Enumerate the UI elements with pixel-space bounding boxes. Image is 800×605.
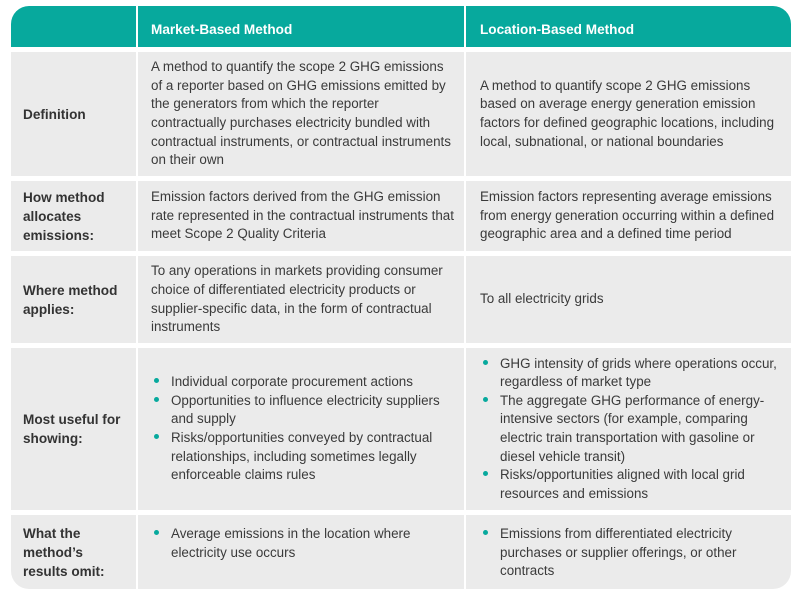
bullet-item: The aggregate GHG performance of energy-intensive sectors (for example, comparing electric train transportation with gasoline or diesel vehicle transit) (480, 392, 781, 466)
location-cell: To all electricity grids (466, 256, 791, 343)
table-header-row (11, 6, 791, 47)
bullet-item: Risks/opportunities conveyed by contractual relationships, including sometimes legally enforceable claims rules (151, 429, 454, 485)
location-cell: A method to quantify scope 2 GHG emissions based on average energy generation emission factors for defined geographic locations, including local, subnational, or national boundaries (466, 52, 791, 176)
market-cell: To any operations in markets providing consumer choice of differentiated electricity products or supplier-specific data, in the form of contractual instruments (138, 256, 464, 343)
location-bullet-list (480, 525, 781, 581)
row-label: Definition (11, 52, 136, 176)
bullet-item: Average emissions in the location where electricity use occurs (151, 525, 454, 562)
market-cell: A method to quantify the scope 2 GHG emissions of a reporter based on GHG emissions emitted by the generators from which the reporter contractually purchases electricity bundled with contractual instruments, or contractual instruments on their own (138, 52, 464, 176)
row-label: How method allocates emissions: (11, 181, 136, 251)
header-location-based-method: Location-Based Method (466, 6, 791, 47)
table-row-definition (11, 52, 791, 176)
bullet-item: Individual corporate procurement actions (151, 373, 454, 392)
location-cell (466, 348, 791, 510)
location-cell (466, 515, 791, 589)
row-label: Where method applies: (11, 256, 136, 343)
header-market-based-method: Market-Based Method (138, 6, 464, 47)
market-cell (138, 348, 464, 510)
header-corner-cell (11, 6, 136, 47)
bullet-item: Risks/opportunities aligned with local grid resources and emissions (480, 466, 781, 503)
table-row-allocation (11, 181, 791, 251)
bullet-item: Opportunities to influence electricity suppliers and supply (151, 392, 454, 429)
table-row-useful-for (11, 348, 791, 510)
market-bullet-list (151, 525, 454, 562)
location-cell: Emission factors representing average emissions from energy generation occurring within a defined geographic area and a defined time period (466, 181, 791, 251)
market-cell (138, 515, 464, 589)
market-cell: Emission factors derived from the GHG emission rate represented in the contractual instruments that meet Scope 2 Quality Criteria (138, 181, 464, 251)
bullet-item: GHG intensity of grids where operations occur, regardless of market type (480, 355, 781, 392)
table-row-applies (11, 256, 791, 343)
comparison-table (11, 6, 791, 594)
row-label: What the method’s results omit: (11, 515, 136, 589)
row-label: Most useful for showing: (11, 348, 136, 510)
table-row-omits (11, 515, 791, 589)
location-bullet-list (480, 355, 781, 504)
bullet-item: Emissions from differentiated electricity purchases or supplier offerings, or other contracts (480, 525, 781, 581)
market-bullet-list (151, 373, 454, 485)
